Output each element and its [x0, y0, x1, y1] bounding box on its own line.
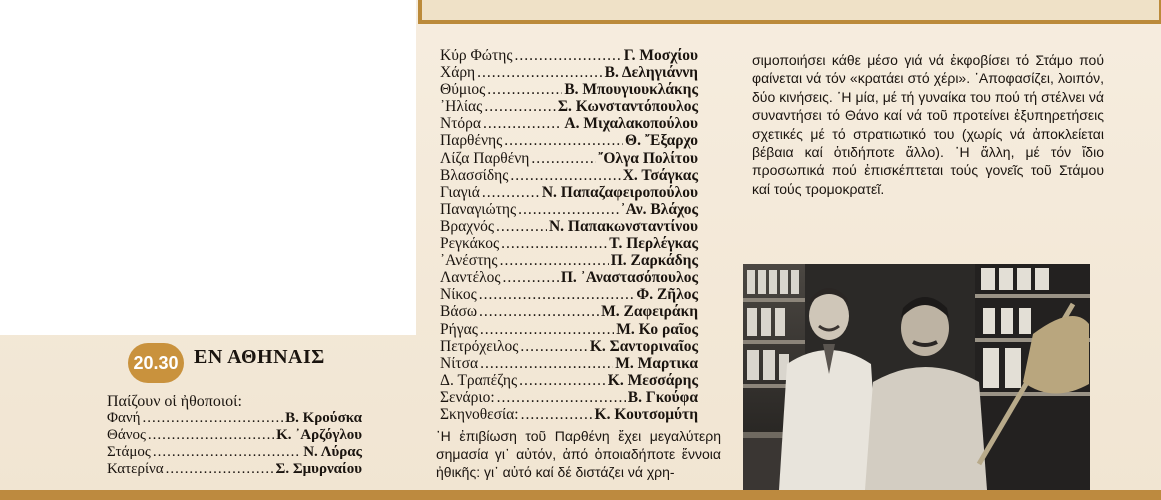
- cast-row: [107, 410, 362, 427]
- cast-row: [440, 81, 698, 98]
- cast-list-middle: [440, 47, 698, 423]
- cast-row: [440, 235, 698, 252]
- cast-role: Γιαγιά: [440, 183, 480, 201]
- dot-leader: [519, 372, 606, 389]
- dot-leader: [497, 389, 626, 406]
- dot-leader: [480, 321, 614, 338]
- cast-row: [107, 427, 362, 444]
- dot-leader: [479, 303, 599, 320]
- dot-leader: [504, 132, 623, 149]
- cast-role: Κατερίνα: [107, 461, 164, 477]
- cast-actor: Β. Κρούσκα: [285, 410, 362, 426]
- bottom-band: [0, 490, 1161, 500]
- dot-leader: [480, 355, 613, 372]
- cast-role: Στάμος: [107, 444, 151, 460]
- cast-row: [440, 355, 698, 372]
- cast-actor: ᾿Αν. Βλάχος: [620, 200, 698, 218]
- cast-role: Ρεγκάκος: [440, 235, 500, 253]
- cast-role: Ρήγας: [440, 320, 478, 338]
- cast-role: Νίκος: [440, 286, 477, 304]
- cast-role: Βραχνός: [440, 217, 494, 235]
- cast-actor: Π. ᾿Αναστασόπουλος: [560, 269, 698, 287]
- program-title: ΕΝ ΑΘΗΝΑΙΣ: [194, 346, 325, 368]
- dot-leader: [483, 115, 562, 132]
- cast-row: [440, 64, 698, 81]
- cast-role: Σκηνοθεσία:: [440, 405, 519, 423]
- blank-area: [0, 0, 416, 335]
- cast-role: Κύρ Φώτης: [440, 47, 513, 64]
- dot-leader: [142, 410, 283, 427]
- dot-leader: [531, 150, 596, 167]
- dot-leader: [482, 184, 540, 201]
- cast-role: Θάνος: [107, 427, 146, 443]
- time-badge: 20.30: [128, 343, 184, 383]
- dot-leader: [518, 201, 618, 218]
- cast-role: Παρθένης: [440, 132, 503, 150]
- cast-actor: Φ. Ζῆλος: [636, 286, 698, 304]
- cast-row: [107, 461, 362, 478]
- cast-actor: Μ. Ζαφειράκη: [601, 303, 698, 321]
- cast-row: [440, 150, 698, 167]
- dot-leader: [148, 427, 274, 444]
- cast-role: ᾿Ηλίας: [440, 98, 483, 116]
- cast-row: [440, 406, 698, 423]
- top-frame: [418, 0, 1161, 24]
- dot-leader: [484, 98, 556, 115]
- cast-actor: Σ. Σμυρναίου: [275, 461, 362, 477]
- cast-actor: Μ. Μαρτικα: [615, 354, 698, 372]
- cast-row: [440, 132, 698, 149]
- cast-actor: Θ. ῎Εξαρχο: [625, 132, 698, 150]
- cast-role: Νίτσα: [440, 354, 479, 372]
- cast-actor: Β. Γκούφα: [627, 388, 698, 406]
- cast-row: [440, 269, 698, 286]
- cast-row: [440, 338, 698, 355]
- dot-leader: [500, 252, 609, 269]
- dot-leader: [514, 47, 621, 64]
- cast-actor: Κ. Μεσσάρης: [607, 371, 698, 389]
- dot-leader: [501, 235, 607, 252]
- dot-leader: [487, 81, 562, 98]
- cast-row: [440, 184, 698, 201]
- cast-actor: Β. Μπουγιουκλάκης: [564, 81, 698, 99]
- cast-row: [440, 201, 698, 218]
- cast-intro: Παίζουν οἱ ἠθοποιοί:: [107, 393, 242, 410]
- cast-role: Πετρόχειλος: [440, 337, 519, 355]
- cast-role: Θύμιος: [440, 81, 486, 99]
- cast-list-left: [107, 410, 362, 478]
- cast-actor: Β. Δεληγιάννη: [604, 64, 698, 82]
- cast-row: [440, 115, 698, 132]
- cast-actor: Ν. Παπακωνσταντίνου: [548, 217, 698, 235]
- cast-actor: Κ. ᾿Αρζόγλου: [276, 427, 362, 443]
- cast-role: Δ. Τραπέζης: [440, 371, 518, 389]
- cast-actor: Χ. Τσάγκας: [622, 166, 698, 184]
- dot-leader: [521, 406, 593, 423]
- dot-leader: [520, 338, 587, 355]
- cast-actor: Κ. Κουτσομύτη: [594, 405, 698, 423]
- article-text-middle: ῾Η ἐπιβίωση τοῦ Παρθένη ἔχει μεγαλύτερη σημασία γι᾿ αὐτόν, ἀπό ὁποιαδήποτε ἔννοια ἠθικῆς: γι᾿ αὐτό καί δέ διστάζει νά χρη-: [436, 428, 721, 480]
- cast-row: [440, 98, 698, 115]
- cast-actor: Ν. Παπαζαφειροπούλου: [541, 183, 698, 201]
- dot-leader: [479, 286, 635, 303]
- dot-leader: [477, 64, 602, 81]
- cast-role: Φανή: [107, 410, 141, 426]
- cast-actor: Ν. Λύρας: [303, 444, 362, 460]
- dot-leader: [496, 218, 547, 235]
- cast-row: [440, 321, 698, 338]
- scene-photo: [743, 264, 1090, 490]
- cast-row: [440, 303, 698, 320]
- cast-row: [440, 389, 698, 406]
- cast-role: Ντόρα: [440, 115, 482, 133]
- cast-actor: Μ. Κο ραῖος: [616, 320, 698, 338]
- cast-row: [440, 372, 698, 389]
- dot-leader: [510, 167, 620, 184]
- cast-role: Βάσω: [440, 303, 478, 321]
- cast-role: Λίζα Παρθένη: [440, 149, 530, 167]
- cast-actor: Γ. Μοσχίου: [623, 47, 698, 64]
- cast-actor: Κ. Σαντοριναῖος: [589, 337, 698, 355]
- cast-row: [440, 167, 698, 184]
- cast-row: [440, 47, 698, 64]
- cast-row: [440, 286, 698, 303]
- article-text-right: σιμοποιήσει κάθε μέσο γιά νά ἐκφοβίσει τό Στάμο πού φαίνεται νά τόν «κρατάει στό χέρι». ᾿Αποφασίζει, λοιπόν, δύο κινήσεις. ῾Η μία, μέ τή γυναίκα του πού τή στέλνει νά συναντήσει τό Θάνο καί νά τοῦ προτείνει ἐξυπηρετήσεις σχετικές μέ τό στρατιωτικό του (χωρίς νά ἀποκλείεται βέβαια καί ὁτιδήποτε ἄλλο). ῾Η ἄλλη, μέ τόν ἴδιο προσωπικά πού ἐπισκέπτεται τούς γονεῖς τοῦ Στάμου καί τούς τρομοκρατεῖ.: [752, 52, 1104, 197]
- dot-leader: [153, 444, 301, 461]
- cast-actor: Σ. Κωνσταντόπουλος: [557, 98, 698, 116]
- dot-leader: [166, 461, 274, 478]
- cast-actor: Α. Μιχαλακοπούλου: [564, 115, 698, 133]
- cast-role: Παναγιώτης: [440, 200, 517, 218]
- cast-actor: Τ. Περλέγκας: [609, 235, 698, 253]
- dot-leader: [503, 269, 559, 286]
- scene-photo-image: [743, 264, 1090, 490]
- cast-role: Χάρη: [440, 64, 476, 82]
- cast-role: Σενάριο:: [440, 388, 495, 406]
- cast-row: [440, 218, 698, 235]
- cast-row: [440, 252, 698, 269]
- cast-actor: ῎Ολγα Πολίτου: [598, 149, 698, 167]
- cast-role: Βλασσίδης: [440, 166, 509, 184]
- cast-role: Λαντέλος: [440, 269, 501, 287]
- cast-actor: Π. Ζαρκάδης: [610, 252, 698, 270]
- cast-role: ᾿Ανέστης: [440, 252, 498, 270]
- cast-row: [107, 444, 362, 461]
